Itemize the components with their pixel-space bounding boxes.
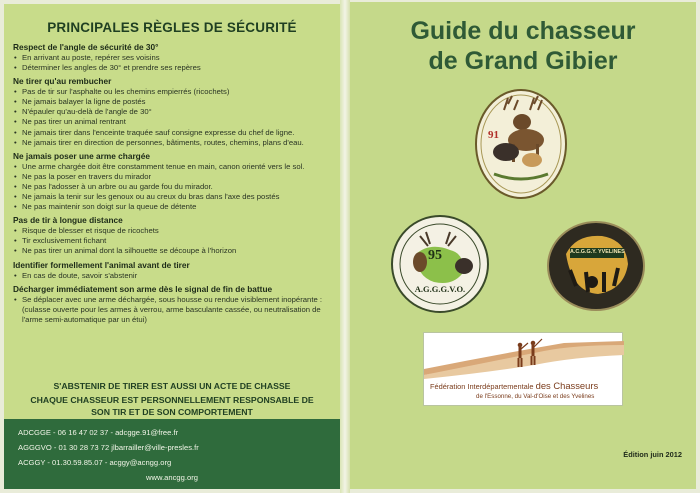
contact-adcgge: ADCGGE - 06 16 47 02 37 - adcgge.91@free.fr	[18, 428, 179, 437]
federation-prefix: Fédération Interdépartementale	[430, 382, 534, 391]
rule-item: • Ne pas l'adosser à un arbre ou au garde fou du mirador.	[13, 182, 335, 192]
rule-section-title: Identifier formellement l'animal avant de tirer	[13, 259, 190, 270]
rules-title: PRINCIPALES RÈGLES DE SÉCURITÉ	[47, 20, 297, 35]
closing-line-1: S'ABSTENIR DE TIRER EST AUSSI UN ACTE DE CHASSE	[53, 381, 291, 391]
contact-acggy: ACGGY - 01.30.59.85.07 - acggy@acngg.org	[18, 458, 172, 467]
rule-item: • Risque de blesser et risque de ricochets	[13, 226, 335, 236]
rule-item: • Ne jamais la tenir sur les genoux ou au creux du bras dans l'axe des postés	[13, 192, 335, 202]
rule-item: • Ne pas tirer un animal dont la silhouette se découpe à l'horizon	[13, 246, 335, 256]
rule-item: • Ne pas la poser en travers du mirador	[13, 172, 335, 182]
rule-item: • Une arme chargée doit être constamment tenue en main, canon orienté vers le sol.	[13, 162, 335, 172]
rule-section-title: Ne jamais poser une arme chargée	[13, 150, 150, 161]
website-link[interactable]: www.ancgg.org	[146, 473, 198, 482]
rule-section-title: Respect de l'angle de sécurité de 30°	[13, 42, 159, 52]
rule-section	[13, 76, 335, 148]
edition-date: Édition juin 2012	[623, 450, 682, 459]
rule-item: • Se déplacer avec une arme déchargée, sous housse ou rendue visiblement inopérante : (culasse ouverte pour les armes à verrou, arme basculante cassée, ou neutralisation de l'arme semi-automatique par un étui)	[13, 295, 335, 325]
rule-section	[13, 260, 335, 281]
rule-item: • Tir exclusivement fichant	[13, 236, 335, 246]
guide-title-line-2: de Grand Gibier	[428, 47, 618, 75]
rule-item: • Ne pas maintenir son doigt sur la queue de détente	[13, 202, 335, 212]
rules-list	[13, 42, 335, 328]
contacts-band	[4, 419, 340, 489]
logo-91-number: 91	[488, 129, 499, 141]
rule-section	[13, 42, 335, 73]
rule-item: • En cas de doute, savoir s'abstenir	[13, 271, 335, 281]
essonne-logo	[474, 88, 568, 200]
closing-line-2: CHAQUE CHASSEUR EST PERSONNELLEMENT RESPONSABLE DE	[30, 395, 314, 405]
rule-item: • Ne pas tirer un animal rentrant	[13, 117, 335, 127]
rule-item: • Ne jamais tirer en direction de personnes, bâtiments, routes, chemins, plans d'eau.	[13, 138, 335, 148]
rule-item: • Pas de tir sur l'asphalte ou les chemins empierrés (ricochets)	[13, 87, 335, 97]
rule-item: • Ne jamais tirer dans l'enceinte traquée sauf consigne expresse du chef de ligne.	[13, 128, 335, 138]
rule-section	[13, 215, 335, 256]
logo-yvelines-text: A.C.G.G.Y. YVELINES	[570, 249, 625, 255]
closing-line-3: SON TIR ET DE SON COMPORTEMENT	[91, 407, 253, 417]
page-fold	[340, 0, 350, 493]
guide-title-line-1: Guide du chasseur	[410, 17, 636, 45]
cover-panel	[350, 2, 696, 489]
rule-section-title: Ne tirer qu'au rembucher	[13, 76, 112, 87]
rule-item: • Déterminer les angles de 30° et prendre ses repères	[13, 63, 335, 73]
federation-logo	[423, 332, 623, 406]
rule-item: • Ne jamais balayer la ligne de postés	[13, 97, 335, 107]
rule-section-title: Décharger immédiatement son arme dès le signal de fin de battue	[13, 283, 273, 294]
contact-agggvo: AGGGVO - 01 30 28 73 72 jlbarrailler@ville-presles.fr	[18, 443, 199, 452]
rule-section	[13, 284, 335, 325]
rule-item: • N'épauler qu'au-delà de l'angle de 30°	[13, 107, 335, 117]
rule-item: • En arrivant au poste, repérer ses voisins	[13, 53, 335, 63]
yvelines-logo	[546, 220, 646, 312]
federation-main: des Chasseurs	[535, 380, 599, 391]
logo-95-text: A.G.G.G.V.O.	[414, 284, 466, 294]
federation-name	[430, 380, 598, 391]
logo-95-number: 95	[428, 248, 442, 263]
val-doise-logo	[390, 214, 490, 314]
rules-panel	[4, 4, 340, 489]
rule-section	[13, 151, 335, 212]
rule-section-title: Pas de tir à longue distance	[13, 215, 123, 226]
federation-subtitle: de l'Essonne, du Val-d'Oise et des Yvelines	[476, 393, 595, 400]
